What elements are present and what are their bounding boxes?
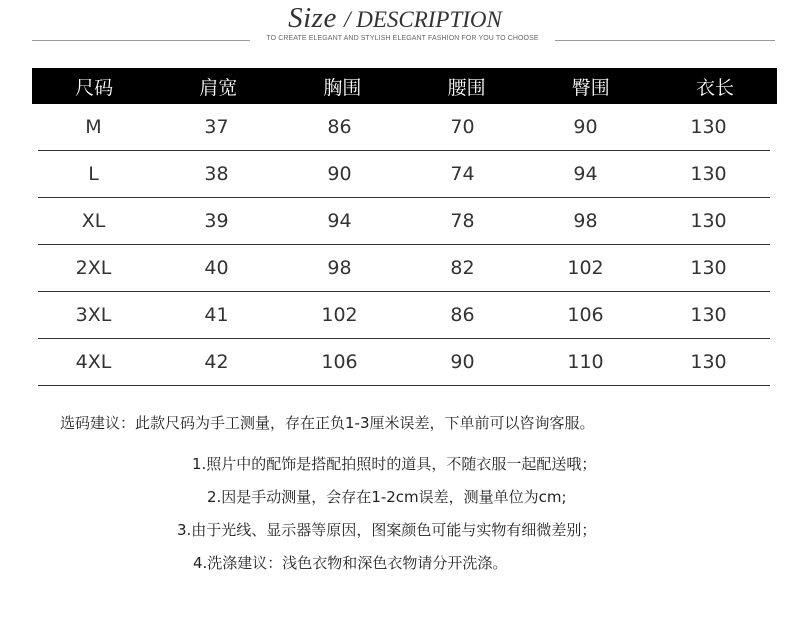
- table-row: [38, 245, 770, 292]
- title-script: Size: [288, 2, 337, 34]
- cell-shoulder: 38: [204, 163, 229, 185]
- header-length: 衣长: [695, 76, 734, 99]
- cell-length: 130: [690, 304, 727, 326]
- cell-chest: 106: [321, 351, 358, 373]
- note-item: 2.因是手动测量，会存在1-2cm误差，测量单位为cm;: [207, 488, 567, 506]
- header: [0, 0, 790, 60]
- cell-waist: 90: [450, 351, 475, 373]
- cell-chest: 98: [327, 257, 352, 279]
- cell-size: 2XL: [75, 257, 112, 279]
- cell-size: XL: [81, 210, 106, 232]
- cell-size: L: [88, 163, 99, 185]
- table-row: [38, 104, 770, 151]
- cell-length: 130: [690, 163, 727, 185]
- cell-shoulder: 40: [204, 257, 229, 279]
- cell-chest: 90: [327, 163, 352, 185]
- header-waist: 腰围: [447, 76, 486, 99]
- cell-chest: 102: [321, 304, 358, 326]
- cell-shoulder: 41: [204, 304, 229, 326]
- divider-left: [32, 40, 250, 41]
- table-row: [38, 292, 770, 339]
- table-row: [38, 198, 770, 245]
- note-item: 4.洗涤建议：浅色衣物和深色衣物请分开洗涤。: [193, 554, 508, 572]
- cell-chest: 94: [327, 210, 352, 232]
- cell-length: 130: [690, 116, 727, 138]
- cell-shoulder: 37: [204, 116, 229, 138]
- header-chest: 胸围: [323, 76, 362, 99]
- cell-hip: 98: [573, 210, 598, 232]
- cell-size: M: [85, 116, 102, 138]
- cell-hip: 110: [567, 351, 604, 373]
- note-item: 1.照片中的配饰是搭配拍照时的道具，不随衣服一起配送哦；: [192, 455, 597, 473]
- cell-length: 130: [690, 210, 727, 232]
- header-size: 尺码: [75, 76, 114, 99]
- cell-waist: 86: [450, 304, 475, 326]
- cell-waist: 82: [450, 257, 475, 279]
- table-header: [32, 68, 777, 104]
- cell-waist: 78: [450, 210, 475, 232]
- cell-shoulder: 39: [204, 210, 229, 232]
- title-rest: / DESCRIPTION: [344, 7, 502, 32]
- cell-chest: 86: [327, 116, 352, 138]
- page-subtitle: TO CREATE ELEGANT AND STYLISH ELEGANT FASHION FOR YOU TO CHOOSE: [266, 35, 539, 42]
- table-row: [38, 339, 770, 386]
- size-advice: 选码建议：此款尺码为手工测量，存在正负1-3厘米误差，下单前可以咨询客服。: [60, 414, 595, 432]
- cell-hip: 106: [567, 304, 604, 326]
- table-row: [38, 151, 770, 198]
- page-title: [0, 2, 790, 35]
- cell-length: 130: [690, 351, 727, 373]
- header-shoulder: 肩宽: [199, 76, 238, 99]
- cell-waist: 70: [450, 116, 475, 138]
- cell-size: 4XL: [75, 351, 112, 373]
- note-item: 3.由于光线、显示器等原因，图案颜色可能与实物有细微差别；: [177, 521, 597, 539]
- divider-right: [555, 40, 775, 41]
- cell-waist: 74: [450, 163, 475, 185]
- cell-length: 130: [690, 257, 727, 279]
- header-hip: 臀围: [571, 76, 610, 99]
- cell-hip: 102: [567, 257, 604, 279]
- cell-size: 3XL: [75, 304, 112, 326]
- size-table: [32, 68, 777, 386]
- cell-shoulder: 42: [204, 351, 229, 373]
- cell-hip: 90: [573, 116, 598, 138]
- cell-hip: 94: [573, 163, 598, 185]
